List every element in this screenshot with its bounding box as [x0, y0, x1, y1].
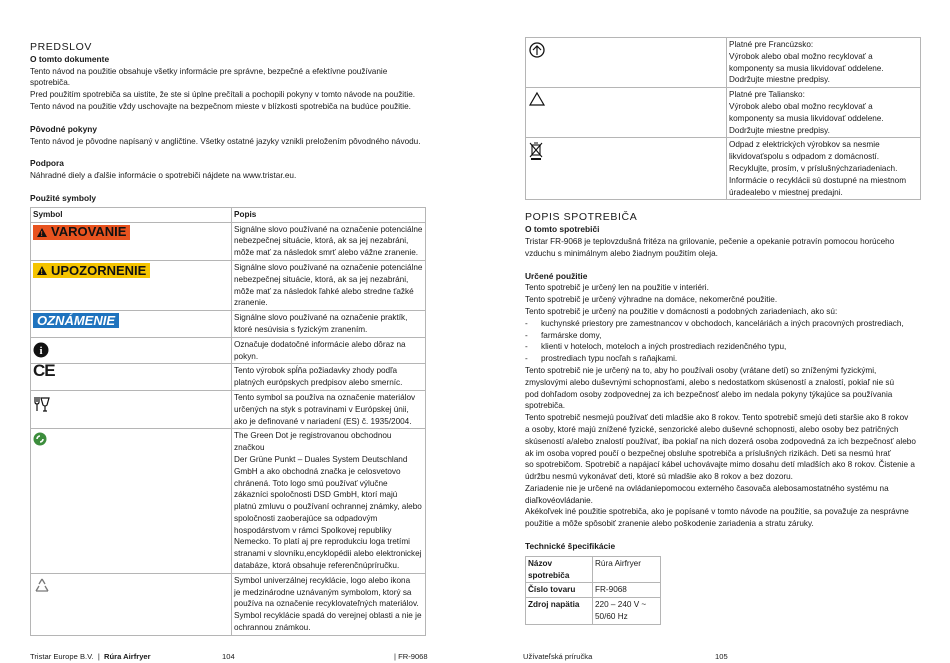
intended-use-heading: Určené použitie [525, 270, 588, 281]
triman-icon [528, 41, 546, 59]
recycling-table [525, 37, 921, 200]
weee-bin-icon [528, 141, 544, 161]
table-row: i Označuje dodatočné informácie alebo dôraz na pokyn. [31, 337, 426, 364]
col-description: Popis [232, 207, 426, 222]
use-text: Tento spotrebič je určený len na použitie v interiéri. [525, 283, 709, 293]
caution-triangle-icon [37, 266, 47, 275]
table-row: ! VAROVANIE Signálne slovo používané na označenie potenciálne nebezpečnej situácie, ktorá, ak sa jej nezabráni, môže mať za následok smrť alebo vážne zranenie. [31, 222, 426, 260]
list-item: - prostrediach typu nocľah s raňajkami. [525, 353, 921, 365]
original-instructions-heading: Pôvodné pokyny [30, 123, 98, 134]
list-item: - klienti v hoteloch, moteloch a iných prostrediach rezidenčného typu, [525, 341, 921, 353]
paragraph: Tento spotrebič nesmejú používať deti mladšie ako 8 rokov. Tento spotrebič smejú deti staršie ako 8 rokov a osoby, ktoré majú znížené fyzické, senzorické alebo duševné schopnosti, alebo osoby bez patričných skúseností a/alebo znalostí používať, iba pokiaľ na nich dozerá osoba zodpovedná za ich bezpečnosť alebo ak im osoba vopred poučí o bezpečnej obsluhe spotrebiča a príslušných rizikách. Deti sa nesmú hrať so spotrebičom. Spotrebič a napájací kábel uchovávajte mimo dosahu detí mladších ako 8 rokov. Čistenie a údržbu nesmú vykonávať deti, ktoré sú mladšie ako 8 rokov a bez dozoru. [525, 413, 916, 482]
use-text: Tento spotrebič je určený výhradne na domáce, nekomerčné použitie. [525, 295, 778, 305]
warning-banner: ! VAROVANIE [33, 225, 130, 240]
warning-triangle-icon [37, 228, 47, 237]
table-row: Platné pre Taliansko: Výrobok alebo obal možno recyklovať a komponenty sa musia likvidovať oddelene. Dodržujte miestne predpisy. [526, 88, 921, 138]
use-text: Tento spotrebič je určený na použitie v domácnosti a podobných zariadeniach, ako sú: [525, 306, 838, 316]
about-text: Tento návod na použitie vždy uschovajte na bezpečnom mieste v blízkosti spotrebiča na budúce použitie. [30, 101, 411, 111]
appliance-description-title: POPIS SPOTREBIČA [525, 211, 638, 224]
spec-table [525, 556, 661, 625]
food-contact-icon [33, 395, 51, 413]
table-row: Symbol univerzálnej recyklácie, logo alebo ikona je medzinárodne uznávaným symbolom, ktorý sa používa na označenie recyklovateľných materiálov. Symbol recyklácie spadá do verejnej oblasti a nie je ochrannou známkou. [31, 573, 426, 635]
about-text: Tristar FR-9068 je teplovzdušná fritéza na grilovanie, pečenie a opekanie potravín pomocou horúceho [525, 236, 895, 246]
footer-left: Tristar Europe B.V. | Rúra Airfryer [30, 652, 151, 661]
paragraph: Zariadenie nie je určené na ovládaniepomocou externého časovača alebosamostatného systému na diaľkovéovládanie. [525, 483, 889, 505]
table-row: CE Tento výrobok spĺňa požiadavky zhody podľa platných európskych predpisov alebo smerníc. [31, 364, 426, 391]
about-text: vzduchu s minimálnym alebo žiadnym použitím oleja. [525, 248, 718, 258]
page-number-right: 105 [715, 652, 728, 661]
footer-right: Užívateľská príručka [523, 652, 593, 661]
table-row: Zdroj napätia 220 – 240 V ~ 50/60 Hz [526, 598, 661, 625]
recycle-icon [33, 577, 51, 595]
support-heading: Podpora [30, 158, 64, 169]
ce-mark-icon: CE [33, 361, 55, 381]
table-row: Odpad z elektrických výrobkov sa nesmie likvidovaťspolu s odpadom z domácností. Recyklujte, prosím, v príslušnýchzariadeniach. Informácie o recyklácii sú dostupné na miestnom úradealebo v miestnej predajni. [526, 138, 921, 200]
about-text: Tento návod na použitie obsahuje všetky informácie pre správne, bezpečné a efektívne používanie [30, 66, 388, 76]
green-dot-icon [33, 432, 47, 446]
table-row: Tento symbol sa používa na označenie materiálov určených na styk s potravinami v Európskej únii, ako je definované v nariadení (ES) č. 1935/2004. [31, 390, 426, 428]
tech-spec-heading: Technické špecifikácie [525, 541, 616, 552]
recycle-triangle-icon [528, 91, 546, 107]
left-page [30, 0, 426, 663]
about-appliance-heading: O tomto spotrebiči [525, 224, 600, 235]
symbols-heading: Použité symboly [30, 192, 97, 203]
original-instructions-text: Tento návod je pôvodne napísaný v angličtine. Všetky ostatné jazyky vznikli preložením pôvodného návodu. [30, 136, 421, 146]
col-symbol: Symbol [31, 207, 232, 222]
table-row: Platné pre Francúzsko: Výrobok alebo obal možno recyklovať a komponenty sa musia likvidovať oddelene. Dodržujte miestne predpisy. [526, 38, 921, 88]
symbols-table [30, 207, 426, 636]
list-item: - farmárske domy, [525, 330, 921, 342]
table-row: ! UPOZORNENIE Signálne slovo používané na označenie potenciálne nebezpečnej situácie, ktorá, ak sa jej nezabráni, môže mať za následok ľahké alebo stredne ťažké zranenie. [31, 260, 426, 310]
info-icon [33, 342, 49, 358]
footer-model: | FR-9068 [394, 652, 428, 661]
table-row: The Green Dot je registrovanou obchodnou značkou Der Grüne Punkt – Duales System Deutschland GmbH a ako obchodná značka je celosvetovo chránená. Toto logo smú používať výlučne zákazníci spoločnosti DSD GmbH, ktorí majú platnú zmluvu o používaní ochrannej známky, alebo spoločnosti zaoberajúce sa odpadovým hospodárstvom v rámci Spolkovej republiky Nemecko. To platí aj pre reprodukciu loga tretími stranami v slovníku,encyklopédii alebo elektronickej databáze, ktorá obsahuje referenčnúpríručku. [31, 429, 426, 574]
about-text: Pred použitím spotrebiča sa uistite, že ste si úplne prečítali a pochopili pokyny v tomto návode na použitie. [30, 90, 416, 100]
notice-banner: OZNÁMENIE [33, 313, 119, 328]
table-row: OZNÁMENIE Signálne slovo používané na označenie praktík, ktoré nesúvisia s fyzickým zranením. [31, 311, 426, 338]
table-row: Názov spotrebiča Rúra Airfryer [526, 556, 661, 583]
paragraph: Tento spotrebič nie je určený na to, aby ho používali osoby (vrátane detí) so zníženými fyzickými, zmyslovými alebo duševnými schopnosťami, alebo s nedostatkom skúseností a znalostí, pokiaľ nie sú pod dohľadom osoby zodpovednej za ich bezpečnosť alebo im nedala pokyny týkajúce sa používania spotrebiča. [525, 365, 895, 411]
list-item: - kuchynské priestory pre zamestnancov v obchodoch, kanceláriách a iných pracovných prostrediach, [525, 318, 921, 330]
support-text: Náhradné diely a ďalšie informácie o spotrebiči nájdete na www.tristar.eu. [30, 171, 297, 181]
table-row: Číslo tovaru FR-9068 [526, 583, 661, 598]
use-list [525, 318, 921, 365]
right-page [525, 0, 921, 663]
page-number-left: 104 [222, 652, 235, 661]
about-document-heading: O tomto dokumente [30, 53, 110, 64]
caution-banner: ! UPOZORNENIE [33, 263, 150, 278]
paragraph: Akékoľvek iné použitie spotrebiča, ako je popísané v tomto návode na použitie, sa považuje za nesprávne použitie a môže spôsobiť zranenie alebo poškodenie zariadenia a stratu záruky. [525, 507, 909, 529]
about-text: spotrebiča. [30, 78, 71, 88]
svg-text:i: i [39, 344, 43, 357]
preface-title: PREDSLOV [30, 41, 92, 53]
